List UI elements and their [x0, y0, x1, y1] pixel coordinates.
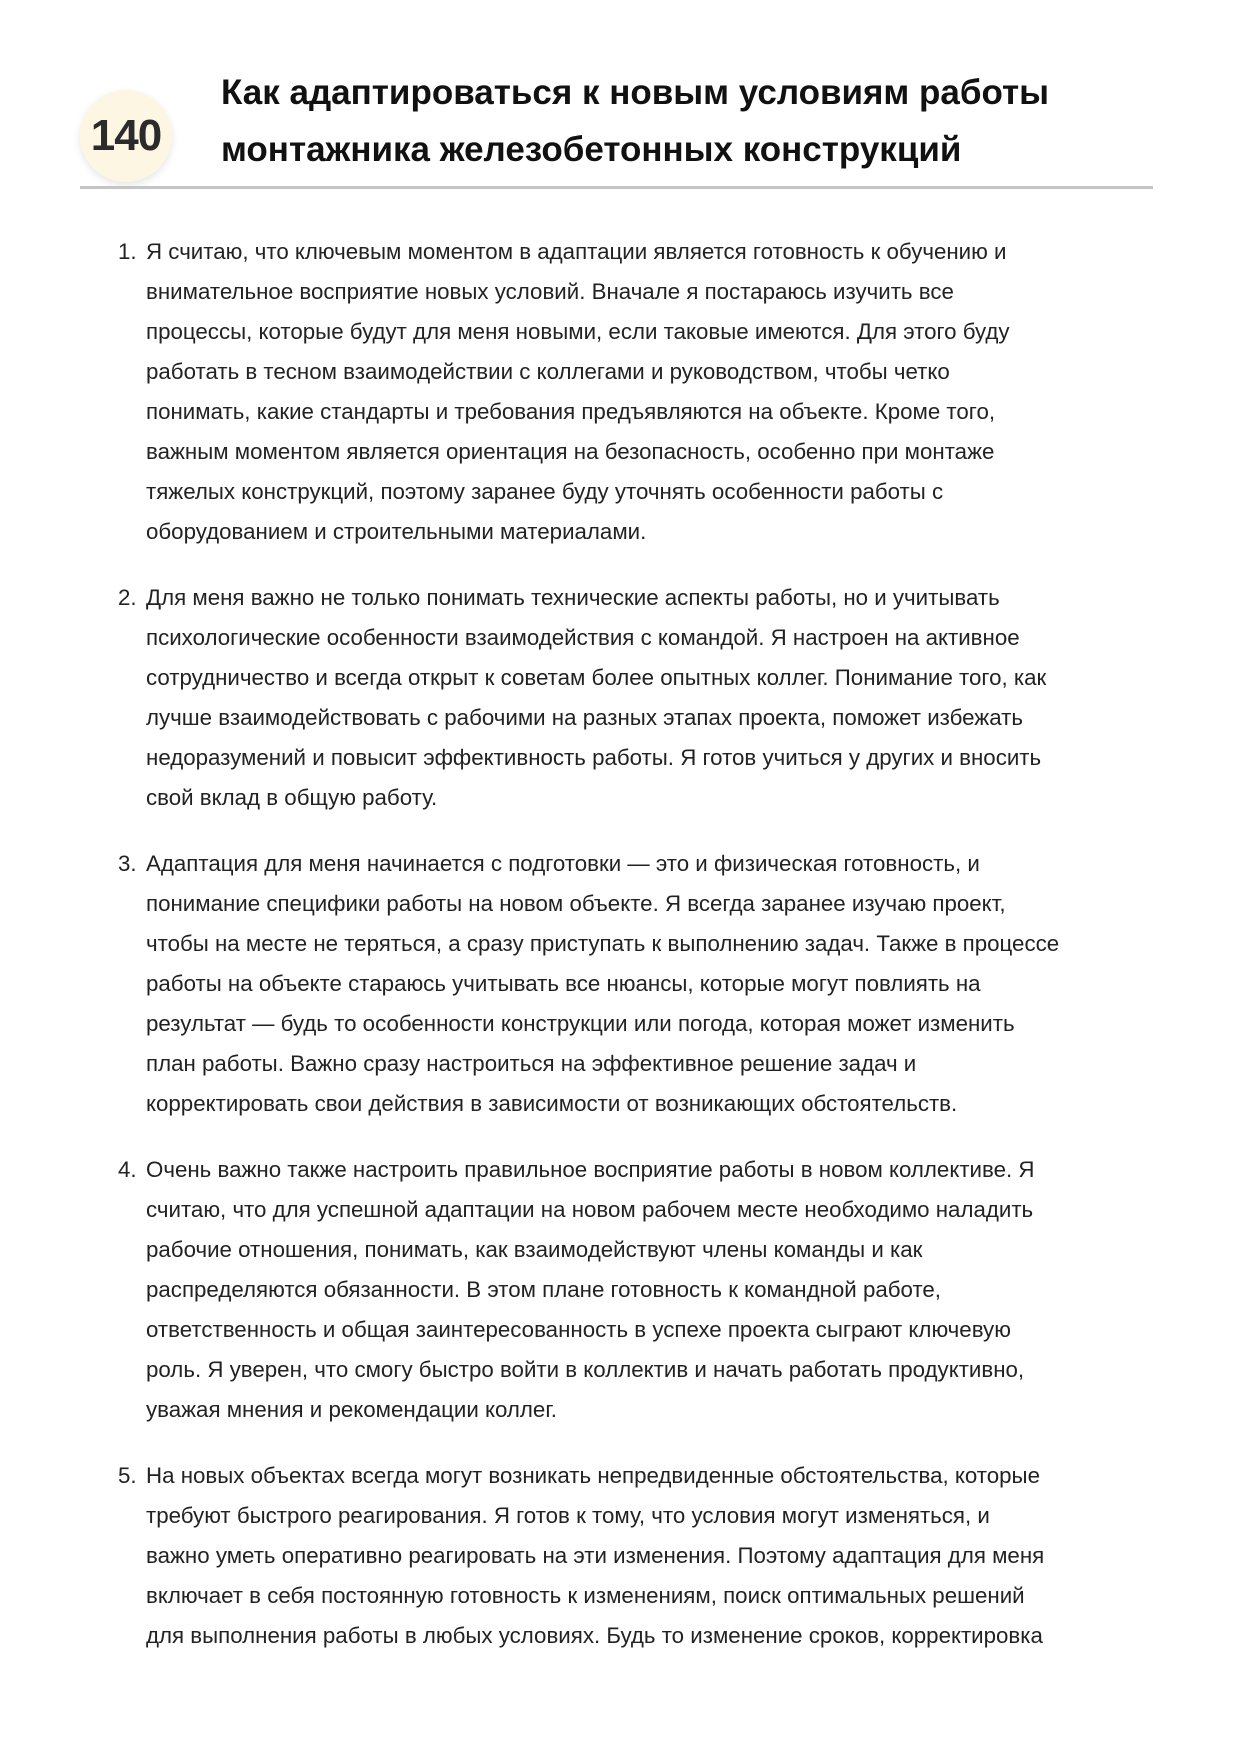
paragraph-line: понимать, какие стандарты и требования предъявляются на объекте. Кроме того,	[146, 399, 996, 424]
paragraph-line: лучше взаимодействовать с рабочими на разных этапах проекта, поможет избежать	[146, 705, 1023, 730]
paragraph-line: понимание специфики работы на новом объекте. Я всегда заранее изучаю проект,	[146, 891, 1006, 916]
title-line: Как адаптироваться к новым условиям работы	[221, 73, 1050, 112]
list-item-number: 2.	[118, 585, 137, 610]
paragraph-line: оборудованием и строительными материалами.	[146, 519, 647, 544]
paragraph-line: включает в себя постоянную готовность к изменениям, поиск оптимальных решений	[146, 1583, 1025, 1608]
paragraph-line: распределяются обязанности. В этом плане готовность к командной работе,	[146, 1277, 942, 1302]
paragraph-line: тяжелых конструкций, поэтому заранее буду уточнять особенности работы с	[146, 479, 944, 504]
paragraph-line: работать в тесном взаимодействии с коллегами и руководством, чтобы четко	[146, 359, 950, 384]
paragraph-line: уважая мнения и рекомендации коллег.	[146, 1397, 557, 1422]
paragraph-line: результат — будь то особенности конструкции или погода, которая может изменить	[146, 1011, 1015, 1036]
paragraph-line: сотрудничество и всегда открыт к советам более опытных коллег. Понимание того, как	[146, 665, 1047, 690]
paragraph-line: работы на объекте стараюсь учитывать все нюансы, которые могут повлиять на	[146, 971, 981, 996]
paragraph-line: корректировать свои действия в зависимости от возникающих обстоятельств.	[146, 1091, 958, 1116]
list-item	[0, 1456, 1239, 1656]
question-number-badge: 140	[80, 90, 172, 182]
paragraph-line: Адаптация для меня начинается с подготовки — это и физическая готовность, и	[146, 851, 980, 876]
title-line: монтажника железобетонных конструкций	[221, 130, 962, 169]
list-item-number: 5.	[118, 1463, 137, 1488]
list-item	[0, 232, 1239, 552]
paragraph-line: Очень важно также настроить правильное восприятие работы в новом коллективе. Я	[146, 1157, 1035, 1182]
paragraph-line: процессы, которые будут для меня новыми, если таковые имеются. Для этого буду	[146, 319, 1010, 344]
paragraph-line: для выполнения работы в любых условиях. Будь то изменение сроков, корректировка	[146, 1623, 1043, 1648]
page-header	[80, 60, 1153, 188]
paragraph-line: рабочие отношения, понимать, как взаимодействуют члены команды и как	[146, 1237, 923, 1262]
list-item	[0, 844, 1239, 1124]
paragraph-line: требуют быстрого реагирования. Я готов к тому, что условия могут изменяться, и	[146, 1503, 990, 1528]
list-item-number: 3.	[118, 851, 137, 876]
paragraph-line: план работы. Важно сразу настроиться на эффективное решение задач и	[146, 1051, 917, 1076]
paragraph-line: психологические особенности взаимодействия с командой. Я настроен на активное	[146, 625, 1020, 650]
header-divider	[80, 186, 1153, 189]
paragraph-line: считаю, что для успешной адаптации на новом рабочем месте необходимо наладить	[146, 1197, 1034, 1222]
paragraph-line: внимательное восприятие новых условий. Вначале я постараюсь изучить все	[146, 279, 954, 304]
list-item-number: 1.	[118, 239, 137, 264]
paragraph-line: роль. Я уверен, что смогу быстро войти в коллектив и начать работать продуктивно,	[146, 1357, 1025, 1382]
paragraph-line: Для меня важно не только понимать технические аспекты работы, но и учитывать	[146, 585, 1000, 610]
paragraph-line: недоразумений и повысит эффективность работы. Я готов учиться у других и вносить	[146, 745, 1042, 770]
paragraph-line: чтобы на месте не теряться, а сразу приступать к выполнению задач. Также в процессе	[146, 931, 1060, 956]
paragraph-line: На новых объектах всегда могут возникать непредвиденные обстоятельства, которые	[146, 1463, 1040, 1488]
paragraph-line: свой вклад в общую работу.	[146, 785, 438, 810]
list-item	[0, 1150, 1239, 1430]
paragraph-line: важно уметь оперативно реагировать на эти изменения. Поэтому адаптация для меня	[146, 1543, 1045, 1568]
answer-list	[0, 232, 1239, 1682]
page-title	[221, 64, 1049, 178]
paragraph-line: важным моментом является ориентация на безопасность, особенно при монтаже	[146, 439, 995, 464]
list-item	[0, 578, 1239, 818]
paragraph-line: ответственность и общая заинтересованность в успехе проекта сыграют ключевую	[146, 1317, 1011, 1342]
list-item-number: 4.	[118, 1157, 137, 1182]
paragraph-line: Я считаю, что ключевым моментом в адаптации является готовность к обучению и	[146, 239, 1007, 264]
